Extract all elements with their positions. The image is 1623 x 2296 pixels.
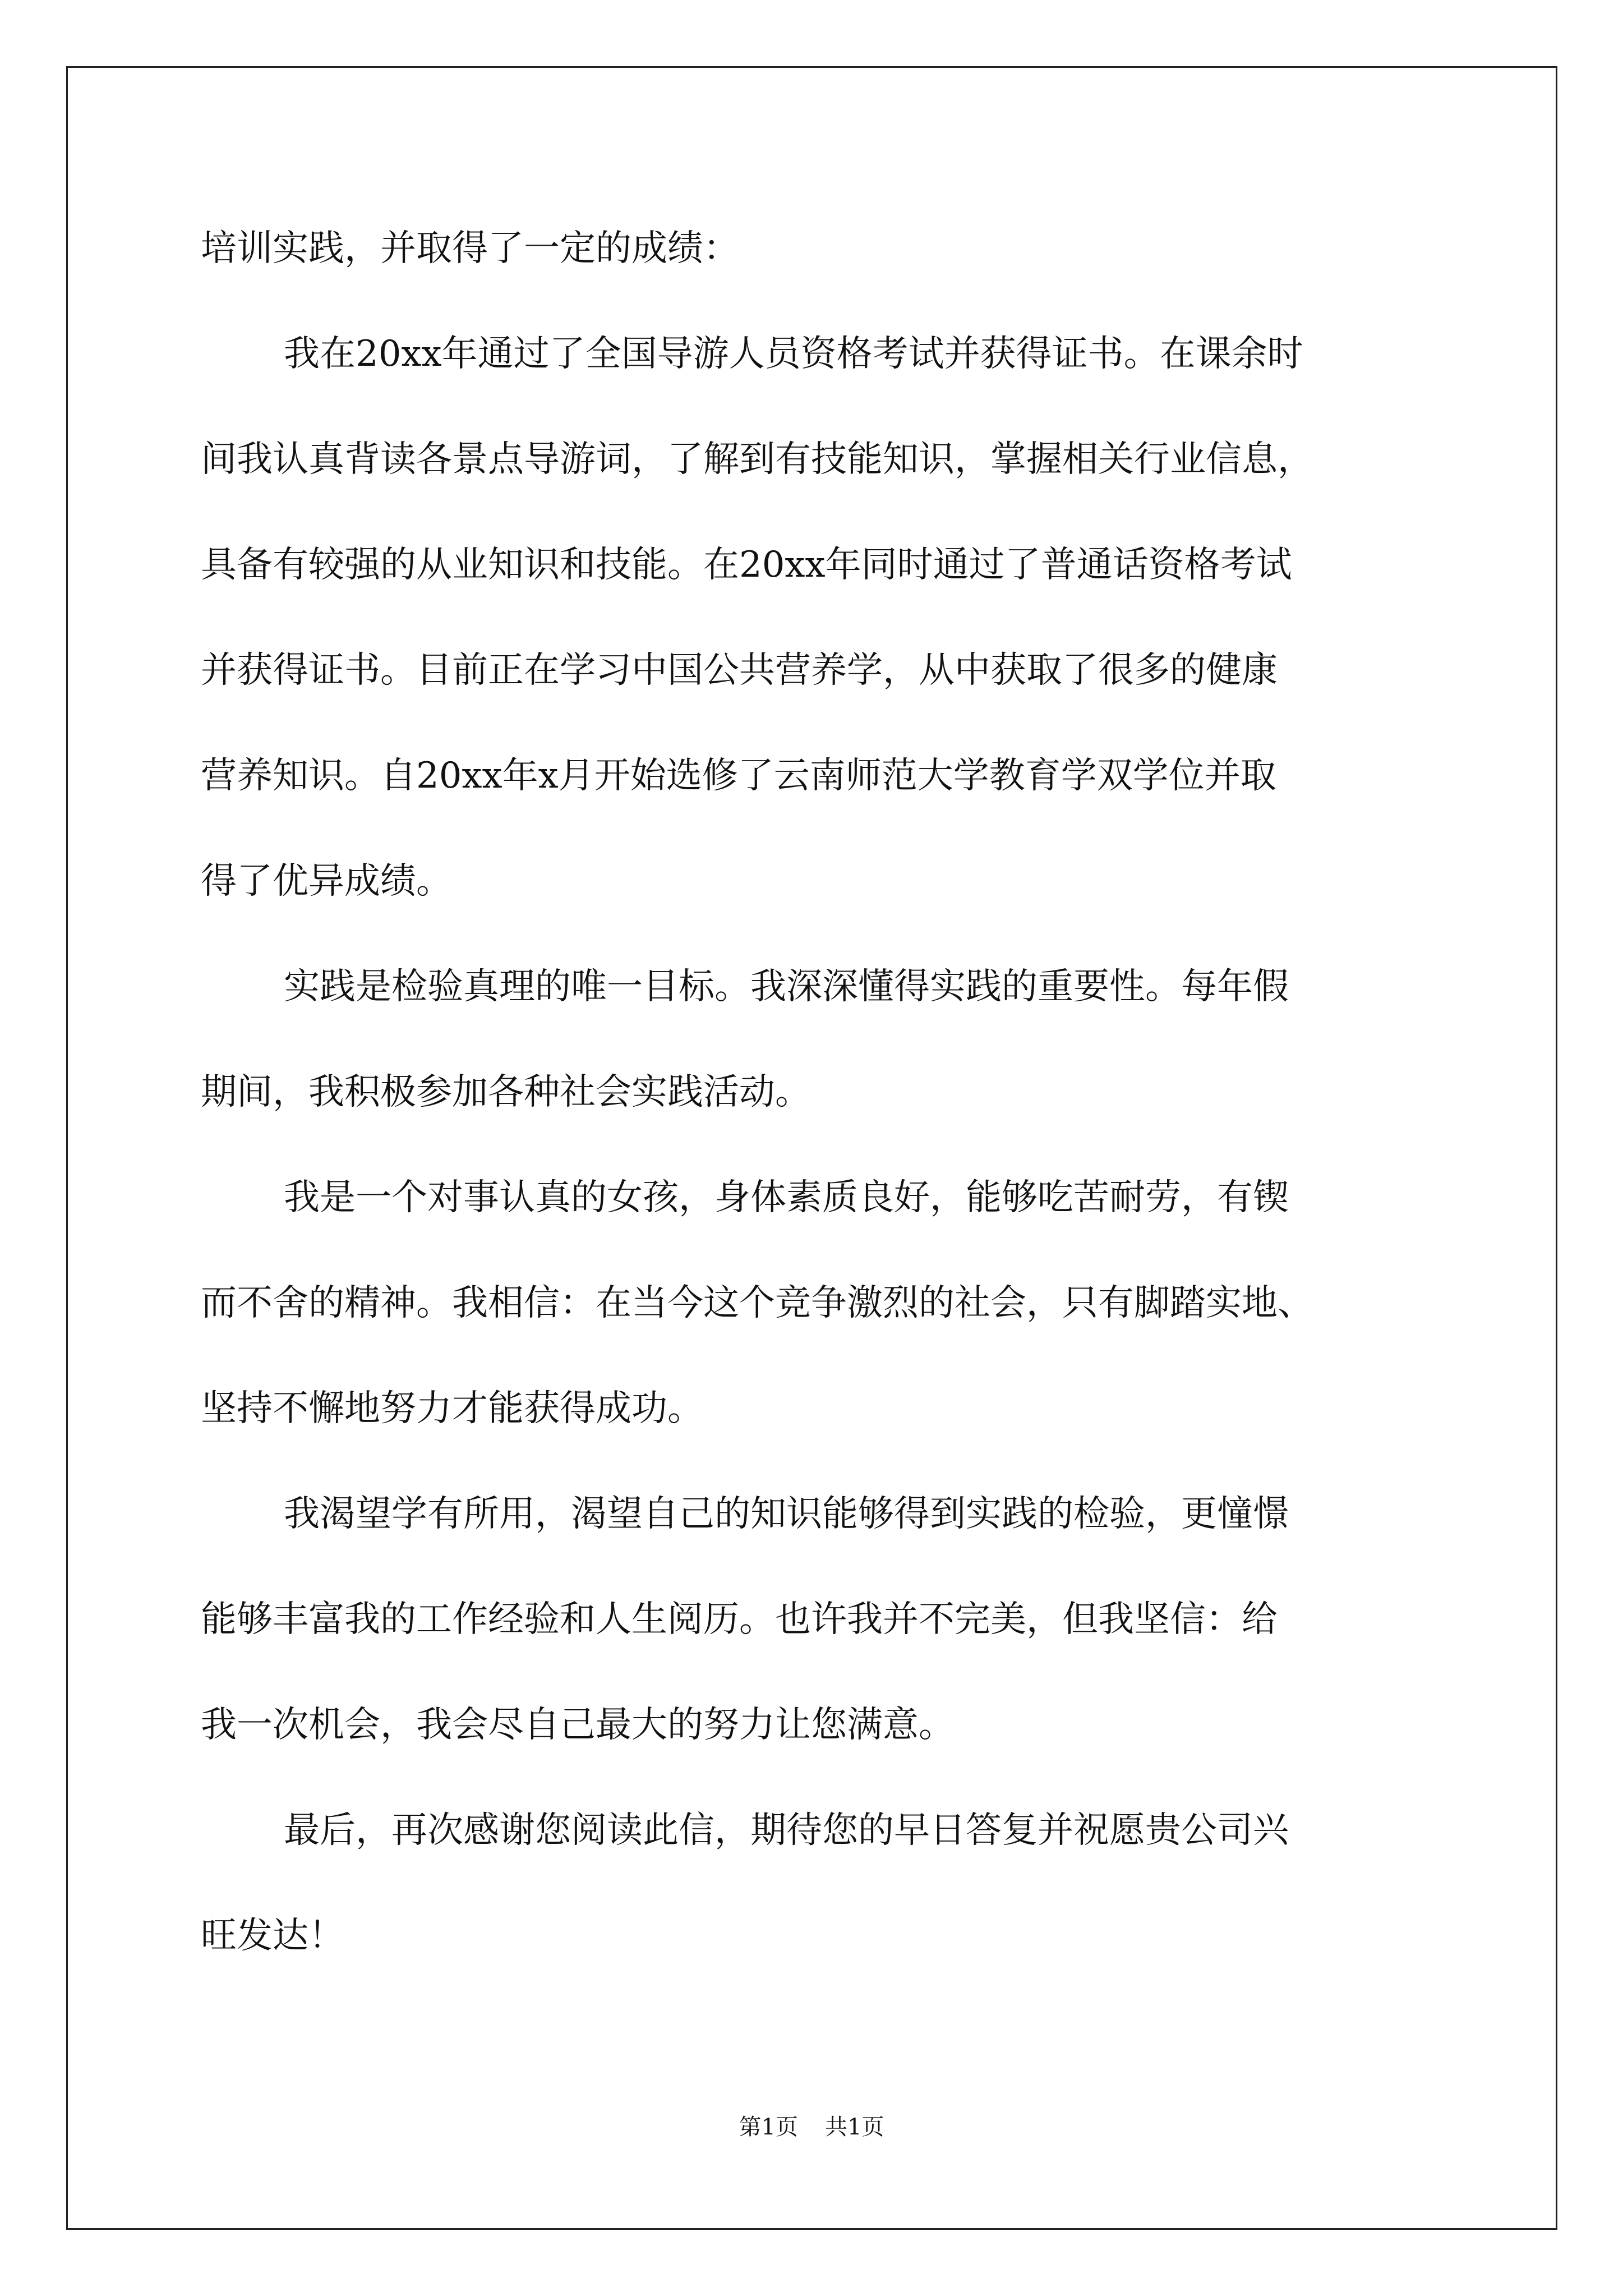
text-line: 我一次机会，我会尽自己最大的努力让您满意。 [201,1704,955,1746]
text-line: 而不舍的精神。我相信：在当今这个竞争激烈的社会，只有脚踏实地、 [201,1282,1313,1324]
text-line: 具备有较强的从业知识和技能。在20xx年同时通过了普通话资格考试 [201,544,1292,586]
page-border [66,66,1557,2230]
text-line: 得了优异成绩。 [201,861,452,902]
page-footer [0,2110,1623,2144]
text-line: 期间，我积极参加各种社会实践活动。 [201,1071,811,1113]
text-line: 旺发达！ [201,1915,344,1957]
paragraph-first-line: 最后，再次感谢您阅读此信，期待您的早日答复并祝愿贵公司兴 [284,1810,1289,1851]
paragraph-first-line: 我是一个对事认真的女孩，身体素质良好，能够吃苦耐劳，有锲 [284,1177,1289,1218]
text-line: 并获得证书。目前正在学习中国公共营养学，从中获取了很多的健康 [201,650,1278,691]
text-line: 能够丰富我的工作经验和人生阅历。也许我并不完美，但我坚信：给 [201,1599,1278,1640]
paragraph-first-line: 我在20xx年通过了全国导游人员资格考试并获得证书。在课余时 [284,333,1303,375]
text-line: 坚持不懈地努力才能获得成功。 [201,1388,703,1429]
page-total: 共1页 [825,2114,884,2140]
text-line: 培训实践，并取得了一定的成绩： [201,228,739,269]
text-line: 营养知识。自20xx年x月开始选修了云南师范大学教育学双学位并取 [201,755,1276,797]
page-number: 第1页 [739,2114,798,2140]
paragraph-first-line: 我渴望学有所用，渴望自己的知识能够得到实践的检验，更憧憬 [284,1493,1289,1535]
paragraph-first-line: 实践是检验真理的唯一目标。我深深懂得实践的重要性。每年假 [284,966,1289,1007]
text-line: 间我认真背读各景点导游词，了解到有技能知识，掌握相关行业信息， [201,439,1313,480]
